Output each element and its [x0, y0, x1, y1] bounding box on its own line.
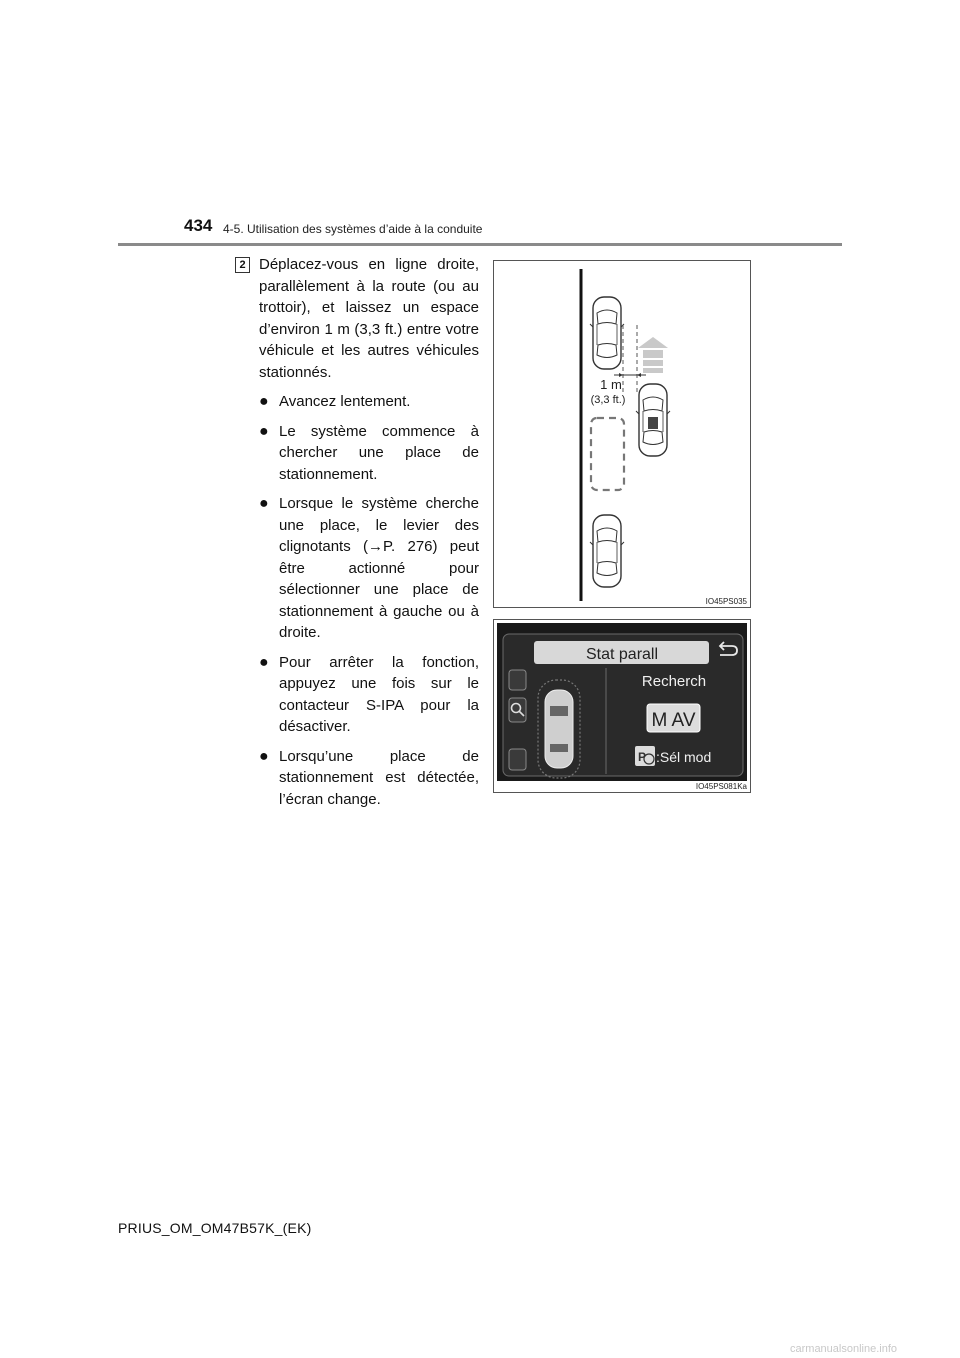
page-number: 434 — [184, 216, 213, 235]
screen-title: Stat parall — [586, 646, 659, 663]
search-status: Recherch — [641, 673, 707, 690]
header-rule — [118, 243, 842, 246]
bullet-item — [259, 421, 479, 486]
step-text: Déplacez-vous en ligne droite, parallèlement à la route (ou au trottoir), et laissez un espace d’environ 1 m (3,3 ft.) entre votre véhicule et les autres véhicules stationnés. — [259, 256, 479, 381]
watermark: carmanualsonline.info — [790, 1343, 898, 1355]
parked-car-front-icon — [590, 297, 624, 369]
section-title: 4-5. Utilisation des systèmes d’aide à la conduite — [223, 222, 483, 236]
bullet-text: Lorsqu’une place de stationnement est détectée, l’écran change. — [279, 747, 479, 808]
bullet-text: Le système commence à chercher une place de stationnement. — [279, 422, 479, 483]
footer-doc-id: PRIUS_OM_OM47B57K_(EK) — [118, 1220, 312, 1236]
svg-text:P: P — [638, 750, 647, 764]
figure-code: IO45PS081Ka — [695, 782, 747, 791]
display-screen-figure — [493, 619, 751, 793]
bullet-icon: ● — [259, 495, 269, 512]
bullet-item — [259, 493, 479, 644]
step-instructions — [259, 254, 479, 818]
side-button-top — [509, 670, 526, 690]
bullet-icon: ● — [259, 422, 269, 440]
side-button-bottom — [509, 749, 526, 770]
mode-button-label: M AV — [651, 710, 696, 731]
mode-select-label: :Sél mod — [656, 749, 712, 765]
figure-code: IO45PS035 — [705, 597, 747, 606]
bullet-text: Pour arrêter la fonction, appuyez une fois sur le contacteur S-IPA pour la désactiver. — [279, 653, 479, 735]
parking-space-outline — [591, 418, 624, 490]
parking-illustration — [493, 260, 751, 608]
bullet-item — [259, 746, 479, 811]
distance-label: 1 m — [600, 377, 622, 392]
parking-diagram — [494, 261, 750, 607]
distance-label-imperial: (3,3 ft.) — [590, 394, 626, 406]
parked-car-rear-icon — [590, 515, 624, 587]
bullet-icon: ● — [259, 653, 269, 671]
bullet-icon: ● — [259, 393, 269, 410]
bullet-text: Avancez lentement. — [279, 393, 411, 410]
bullet-list — [259, 391, 479, 810]
bullet-icon: ● — [259, 747, 269, 765]
own-car-icon — [636, 384, 670, 456]
display-screen — [494, 620, 750, 792]
bullet-item — [259, 391, 479, 413]
forward-arrow-icon — [638, 337, 668, 373]
bullet-text: Lorsque le système cherche une place, le levier des clignotants (→P. 276) peut être actionné pour sélectionner une place de stationnement à gauche ou à droite. — [279, 495, 479, 641]
bullet-item — [259, 652, 479, 738]
step-number-badge: 2 — [235, 257, 250, 273]
